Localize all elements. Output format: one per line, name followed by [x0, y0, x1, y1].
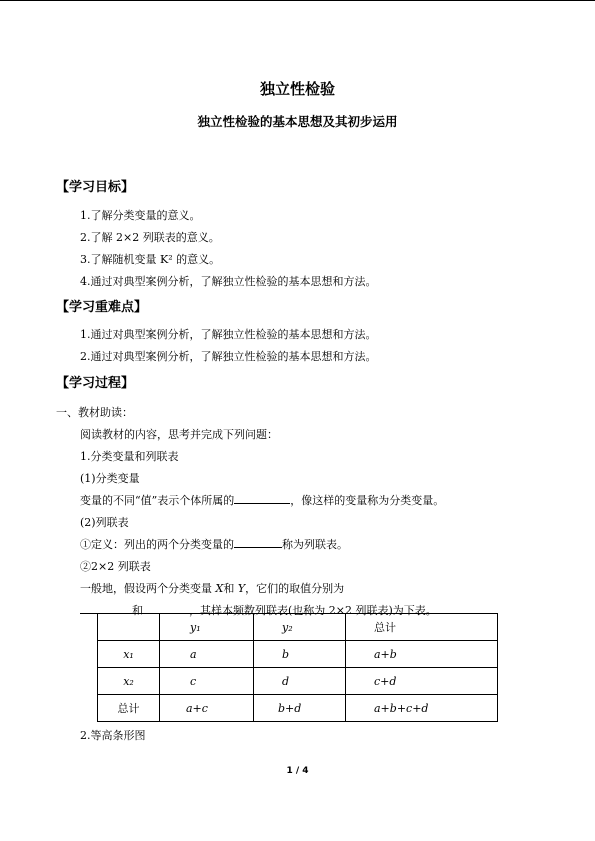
top-border-line: [0, 0, 595, 1]
blank-and: 和: [132, 604, 143, 617]
table-cell: a+b: [346, 641, 498, 668]
table-cell: x₁: [98, 641, 160, 668]
fill-blank[interactable]: [234, 536, 282, 548]
general-line: [80, 580, 344, 596]
table-cell: x₂: [98, 668, 160, 695]
key-points-heading: 【学习重难点】: [56, 300, 148, 315]
table-heading: ②2×2 列联表: [80, 560, 151, 573]
variable-x: X: [215, 582, 224, 595]
question-1: 1.分类变量和列联表: [80, 450, 179, 463]
table-cell: y₁: [160, 614, 254, 641]
table-cell: c: [160, 668, 254, 695]
categorical-definition-line: [80, 492, 444, 508]
table-cell: b+d: [254, 695, 346, 722]
variable-y: Y: [237, 582, 246, 595]
key-point-item: 2.通过对典型案例分析，了解独立性检验的基本思想和方法。: [80, 350, 377, 363]
table-cell: 总计: [98, 695, 160, 722]
definition-text-a: 变量的不同“值”表示个体所属的: [80, 494, 235, 507]
part1-heading: 一、教材助读：: [56, 406, 133, 419]
table-cell: d: [254, 668, 346, 695]
contingency-definition-line: [80, 536, 348, 552]
table-row: [98, 668, 498, 695]
key-point-item: 1.通过对典型案例分析，了解独立性检验的基本思想和方法。: [80, 328, 377, 341]
process-heading: 【学习过程】: [56, 376, 135, 391]
question-1-2: (2)列联表: [80, 516, 129, 529]
goal-item: 1.了解分类变量的意义。: [80, 209, 201, 222]
definition-text-b: ，像这样的变量称为分类变量。: [290, 494, 445, 507]
general-and: 和: [223, 582, 235, 595]
fill-blank[interactable]: [234, 492, 290, 504]
document-subtitle: 独立性检验的基本思想及其初步运用: [197, 114, 398, 129]
table-cell: 总计: [346, 614, 498, 641]
table-cell: b: [254, 641, 346, 668]
goal-item: 2.了解 2×2 列联表的意义。: [80, 231, 220, 244]
table-row: [98, 641, 498, 668]
table-cell: [98, 614, 160, 641]
def-text-a: ①定义：列出的两个分类变量的: [80, 538, 234, 551]
contingency-table: [97, 613, 498, 722]
table-cell: c+d: [346, 668, 498, 695]
question-2: 2.等高条形图: [80, 729, 146, 742]
table-header-row: [98, 614, 498, 641]
general-text-b: ，它们的取值分别为: [245, 582, 345, 595]
table-row: [98, 695, 498, 722]
table-cell: a+c: [160, 695, 254, 722]
goals-heading: 【学习目标】: [56, 180, 135, 195]
table-cell: a: [160, 641, 254, 668]
question-1-1: (1)分类变量: [80, 472, 140, 485]
table-cell: y₂: [254, 614, 346, 641]
page-number: 1 / 4: [286, 766, 309, 776]
table-cell: a+b+c+d: [346, 695, 498, 722]
def-text-b: 称为列联表。: [282, 538, 348, 551]
goal-item: 3.了解随机变量 K² 的意义。: [80, 253, 221, 266]
goal-item: 4.通过对典型案例分析，了解独立性检验的基本思想和方法。: [80, 275, 377, 288]
intro-text: 阅读教材的内容，思考并完成下列问题：: [80, 428, 278, 441]
blank-tail: ，其样本频数列联表(也称为 2×2 列联表)为下表。: [189, 604, 437, 617]
general-text-a: 一般地，假设两个分类变量: [80, 582, 212, 595]
document-title: 独立性检验: [259, 80, 335, 98]
